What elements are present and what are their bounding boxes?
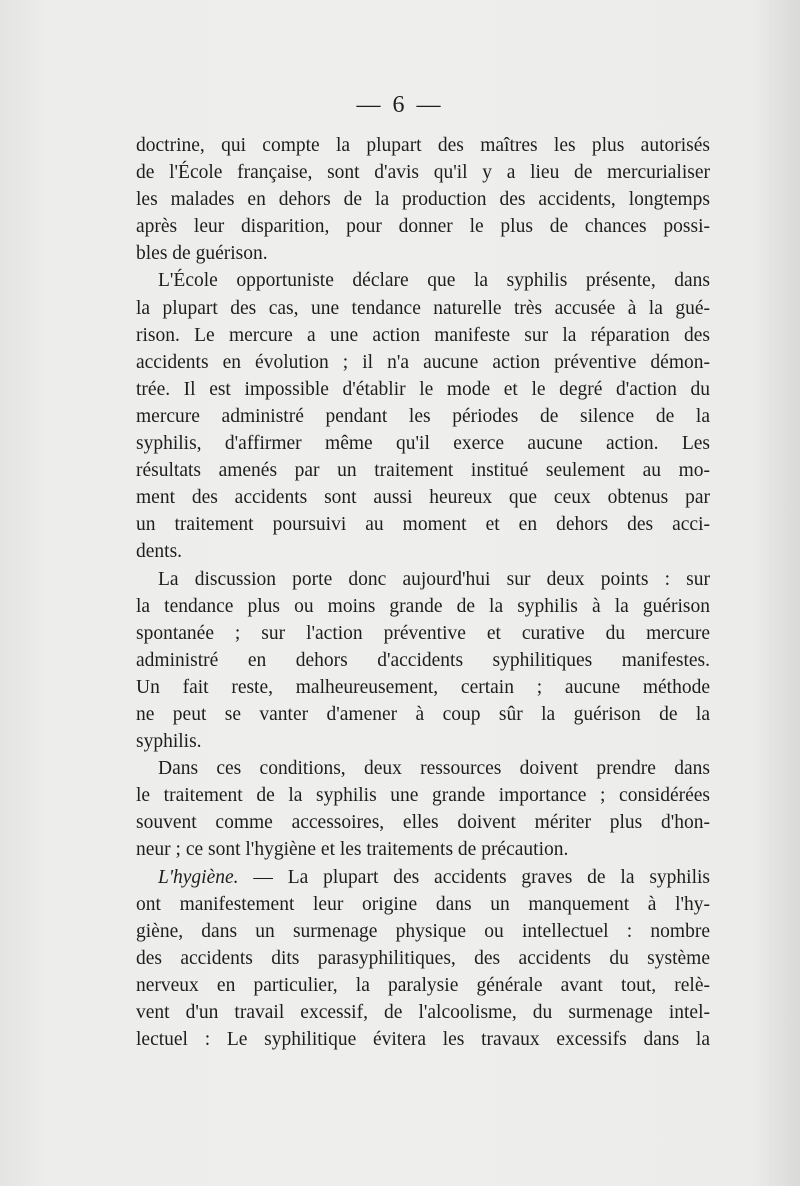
text-line: des accidents dits parasyphilitiques, des accidents du système xyxy=(136,947,710,969)
section-heading-hygiene: L'hygiène. xyxy=(158,866,239,888)
text-line: souvent comme accessoires, elles doivent mériter plus d'hon- xyxy=(136,812,710,834)
text-line: L'École opportuniste déclare que la syphilis présente, dans xyxy=(158,270,710,292)
text-line: lectuel : Le syphilitique évitera les travaux excessifs dans la xyxy=(136,1029,710,1051)
text-line: rison. Le mercure a une action manifeste sur la réparation des xyxy=(136,324,710,346)
text-line: mercure administré pendant les périodes de silence de la xyxy=(136,405,710,427)
text-line: Dans ces conditions, deux ressources doivent prendre dans xyxy=(158,758,710,780)
text-line: giène, dans un surmenage physique ou intellectuel : nombre xyxy=(136,920,710,942)
text-line: vent d'un travail excessif, de l'alcoolisme, du surmenage intel- xyxy=(136,1002,710,1023)
text-line: ne peut se vanter d'amener à coup sûr la guérison de la xyxy=(136,703,710,725)
text-line: résultats amenés par un traitement institué seulement au mo- xyxy=(136,460,710,482)
text-line: un traitement poursuivi au moment et en dehors des acci- xyxy=(136,514,710,536)
text-line: la tendance plus ou moins grande de la syphilis à la guérison xyxy=(136,595,710,617)
text-line: neur ; ce sont l'hygiène et les traitements de précaution. xyxy=(136,839,569,861)
text-line: ont manifestement leur origine dans un manquement à l'hy- xyxy=(136,893,710,915)
page-number: — 6 — xyxy=(356,92,444,118)
text-line: spontanée ; sur l'action préventive et curative du mercure xyxy=(136,622,710,644)
text-line: nerveux en particulier, la paralysie générale avant tout, relè- xyxy=(136,974,710,996)
body-text xyxy=(136,132,710,1053)
text-line-hygiene xyxy=(136,864,710,891)
text-line: syphilis. xyxy=(136,731,202,753)
text-line: bles de guérison. xyxy=(136,243,268,265)
text-line: syphilis, d'affirmer même qu'il exerce aucune action. Les xyxy=(136,433,710,455)
text-line: La discussion porte donc aujourd'hui sur deux points : sur xyxy=(158,568,710,590)
text-line: ment des accidents sont aussi heureux que ceux obtenus par xyxy=(136,487,710,509)
text-line: après leur disparition, pour donner le plus de chances possi- xyxy=(136,216,710,238)
text-line: de l'École française, sont d'avis qu'il y a lieu de mercurialiser xyxy=(136,162,710,184)
text-line: Un fait reste, malheureusement, certain ; aucune méthode xyxy=(136,676,710,698)
text-line: le traitement de la syphilis une grande importance ; considérées xyxy=(136,785,710,807)
text-line: accidents en évolution ; il n'a aucune action préventive démon- xyxy=(136,351,710,373)
text-line: administré en dehors d'accidents syphilitiques manifestes. xyxy=(136,649,710,671)
text-line: doctrine, qui compte la plupart des maîtres les plus autorisés xyxy=(136,135,710,156)
text-line: trée. Il est impossible d'établir le mode et le degré d'action du xyxy=(136,378,710,400)
text-line: les malades en dehors de la production des accidents, longtemps xyxy=(136,189,710,211)
text-line: dents. xyxy=(136,541,183,563)
text-line-hygiene-rest: — La plupart des accidents graves de la syphilis xyxy=(253,866,711,888)
text-line: la plupart des cas, une tendance naturelle très accusée à la gué- xyxy=(136,297,710,319)
